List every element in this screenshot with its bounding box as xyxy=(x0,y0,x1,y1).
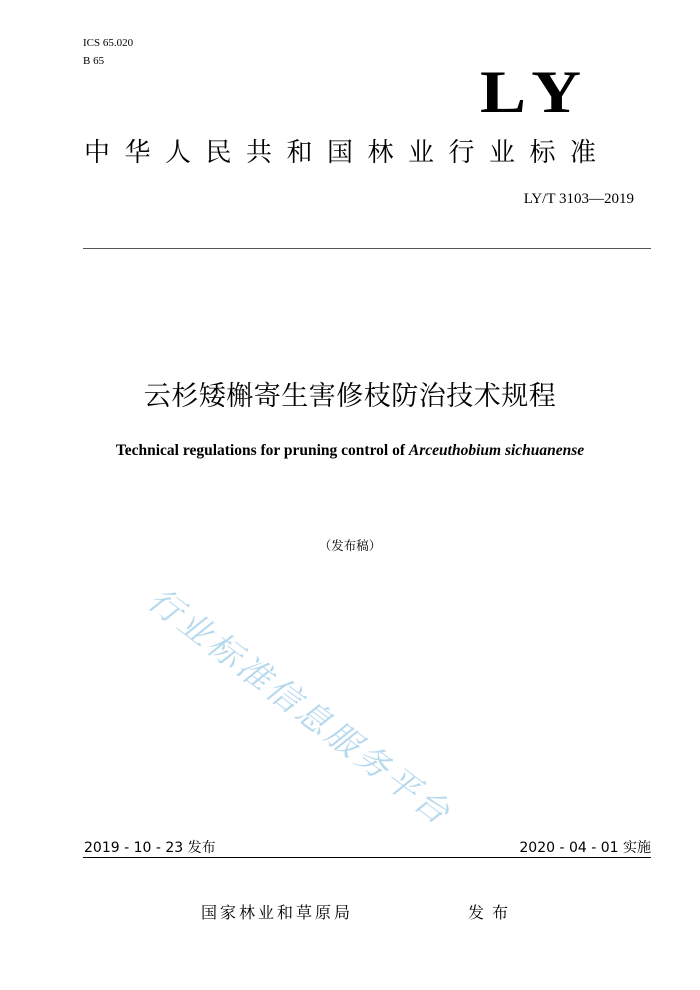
platform-watermark: 行业标准信息服务平台 xyxy=(140,579,460,834)
issuing-authority: 国家林业和草原局 xyxy=(201,903,354,922)
issue-label: 发布 xyxy=(468,903,517,922)
document-title-chinese: 云杉矮槲寄生害修枝防治技术规程 xyxy=(143,381,557,412)
draft-status-note: （发布稿） xyxy=(318,538,382,553)
footer-divider xyxy=(83,857,651,858)
issue-date: 2019 - 10 - 23 发布 xyxy=(84,840,216,856)
implementation-date: 2020 - 04 - 01 实施 xyxy=(519,840,651,856)
document-title-english xyxy=(0,441,700,461)
ccs-code: B 65 xyxy=(83,55,105,67)
ly-logo: LY xyxy=(480,59,593,125)
ics-code: ICS 65.020 xyxy=(83,37,134,49)
standard-number: LY/T 3103—2019 xyxy=(523,191,634,207)
header-divider xyxy=(83,248,651,249)
standard-category-title: 中华人民共和国林业行业标准 xyxy=(84,138,611,168)
english-title-species: Arceuthobium sichuanense xyxy=(408,442,585,459)
english-title-plain: Technical regulations for pruning control of xyxy=(115,442,409,459)
